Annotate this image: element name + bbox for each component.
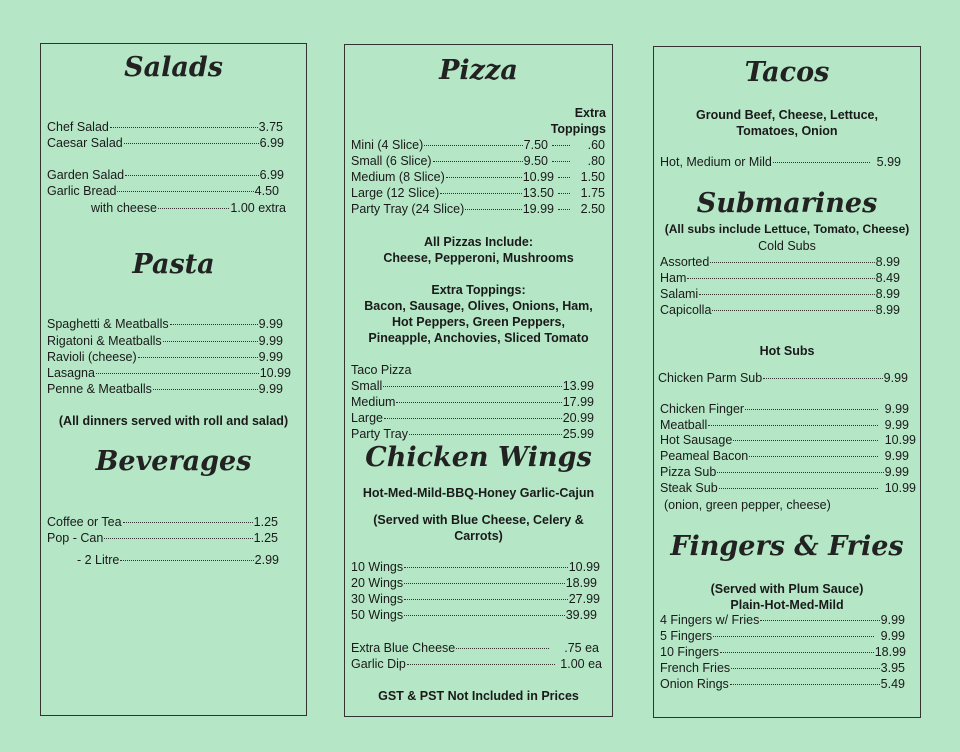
menu-item: Small 13.99 — [351, 379, 594, 393]
menu-item: 5 Fingers 9.99 — [660, 629, 905, 643]
pizza-heading: Pizza — [439, 55, 518, 86]
menu-item: Steak Sub 10.99 — [660, 481, 916, 495]
pizza-includes-list: Cheese, Pepperoni, Mushrooms — [383, 251, 574, 265]
menu-item: 50 Wings 39.99 — [351, 608, 597, 622]
menu-item: Extra Blue Cheese .75 ea — [351, 641, 599, 655]
menu-item: Meatball 9.99 — [660, 418, 909, 432]
menu-item: Caesar Salad 6.99 — [47, 136, 284, 150]
menu-item: - 2 Litre 2.99 — [77, 553, 279, 567]
menu-item: 20 Wings 18.99 — [351, 576, 597, 590]
menu-item: Hot Sausage 10.99 — [660, 433, 916, 447]
menu-item: Salami 8.99 — [660, 287, 900, 301]
taco-pizza-label: Taco Pizza — [351, 363, 412, 377]
pasta-heading: Pasta — [132, 249, 215, 280]
menu-item: Garden Salad 6.99 — [47, 168, 284, 182]
chicken-wings-heading: Chicken Wings — [365, 442, 592, 473]
wings-served-note: Carrots) — [454, 529, 503, 543]
steak-sub-note: (onion, green pepper, cheese) — [664, 498, 831, 512]
menu-item: Garlic Dip 1.00 ea — [351, 657, 602, 671]
tacos-heading: Tacos — [744, 57, 830, 88]
menu-column-left — [40, 43, 307, 716]
wing-flavors: Hot-Med-Mild-BBQ-Honey Garlic-Cajun — [362, 486, 595, 500]
menu-item: 30 Wings 27.99 — [351, 592, 600, 606]
extra-toppings-line: Pineapple, Anchovies, Sliced Tomato — [368, 331, 589, 345]
menu-item: Large (12 Slice) 13.50 1.75 — [351, 186, 605, 200]
menu-item: Ravioli (cheese) 9.99 — [47, 350, 283, 364]
tacos-description: Tomatoes, Onion — [736, 124, 838, 138]
menu-item: Medium (8 Slice) 10.99 1.50 — [351, 170, 605, 184]
menu-item: Party Tray 25.99 — [351, 427, 594, 441]
menu-item: Hot, Medium or Mild 5.99 — [660, 155, 901, 169]
menu-item: Penne & Meatballs 9.99 — [47, 382, 283, 396]
menu-item: Chef Salad 3.75 — [47, 120, 283, 134]
menu-item: Ham 8.49 — [660, 271, 900, 285]
wings-served-note: (Served with Blue Cheese, Celery & — [373, 513, 584, 527]
menu-item: Spaghetti & Meatballs 9.99 — [47, 317, 283, 331]
tacos-description: Ground Beef, Cheese, Lettuce, — [696, 108, 878, 122]
menu-item: 4 Fingers w/ Fries 9.99 — [660, 613, 905, 627]
menu-item: Chicken Finger 9.99 — [660, 402, 909, 416]
menu-column-right — [653, 46, 921, 718]
extra-toppings-line: Hot Peppers, Green Peppers, — [392, 315, 565, 329]
menu-item: Rigatoni & Meatballs 9.99 — [47, 334, 283, 348]
beverages-heading: Beverages — [95, 446, 252, 477]
menu-item: 10 Wings 10.99 — [351, 560, 600, 574]
menu-item: Chicken Parm Sub 9.99 — [658, 371, 908, 385]
menu-item: Peameal Bacon 9.99 — [660, 449, 909, 463]
menu-item: Capicolla 8.99 — [660, 303, 900, 317]
menu-item: 10 Fingers 18.99 — [660, 645, 906, 659]
tax-note: GST & PST Not Included in Prices — [378, 689, 579, 703]
menu-item: Coffee or Tea 1.25 — [47, 515, 278, 529]
subs-note: (All subs include Lettuce, Tomato, Cheese) — [664, 222, 910, 236]
menu-item: Party Tray (24 Slice) 19.99 2.50 — [351, 202, 605, 216]
menu-item: Assorted 8.99 — [660, 255, 900, 269]
submarines-heading: Submarines — [696, 188, 878, 219]
fingers-served-note: (Served with Plum Sauce) — [710, 582, 864, 596]
extra-toppings-line: Bacon, Sausage, Olives, Onions, Ham, — [364, 299, 593, 313]
hot-subs-label: Hot Subs — [759, 344, 815, 358]
extra-label: Extra — [574, 106, 606, 120]
extra-toppings-label: Extra Toppings: — [431, 283, 526, 297]
fingers-fries-heading: Fingers & Fries — [670, 531, 904, 562]
menu-item: French Fries 3.95 — [660, 661, 905, 675]
menu-item: Pizza Sub 9.99 — [660, 465, 909, 479]
menu-item: Garlic Bread 4.50 — [47, 184, 279, 198]
menu-column-middle — [344, 44, 613, 717]
cold-subs-label: Cold Subs — [758, 239, 816, 253]
menu-item: with cheese 1.00 extra — [91, 201, 286, 215]
pasta-note: (All dinners served with roll and salad) — [58, 414, 289, 428]
menu-item: Large 20.99 — [351, 411, 594, 425]
menu-item: Lasagna 10.99 — [47, 366, 291, 380]
menu-item: Small (6 Slice) 9.50 .80 — [351, 154, 605, 168]
menu-item: Medium 17.99 — [351, 395, 594, 409]
fingers-flavors: Plain-Hot-Med-Mild — [730, 598, 844, 612]
toppings-label: Toppings — [550, 122, 606, 136]
menu-item: Pop - Can 1.25 — [47, 531, 278, 545]
menu-item: Mini (4 Slice) 7.50 .60 — [351, 138, 605, 152]
menu-item: Onion Rings 5.49 — [660, 677, 905, 691]
pizza-includes-label: All Pizzas Include: — [423, 235, 534, 249]
salads-heading: Salads — [124, 52, 223, 83]
